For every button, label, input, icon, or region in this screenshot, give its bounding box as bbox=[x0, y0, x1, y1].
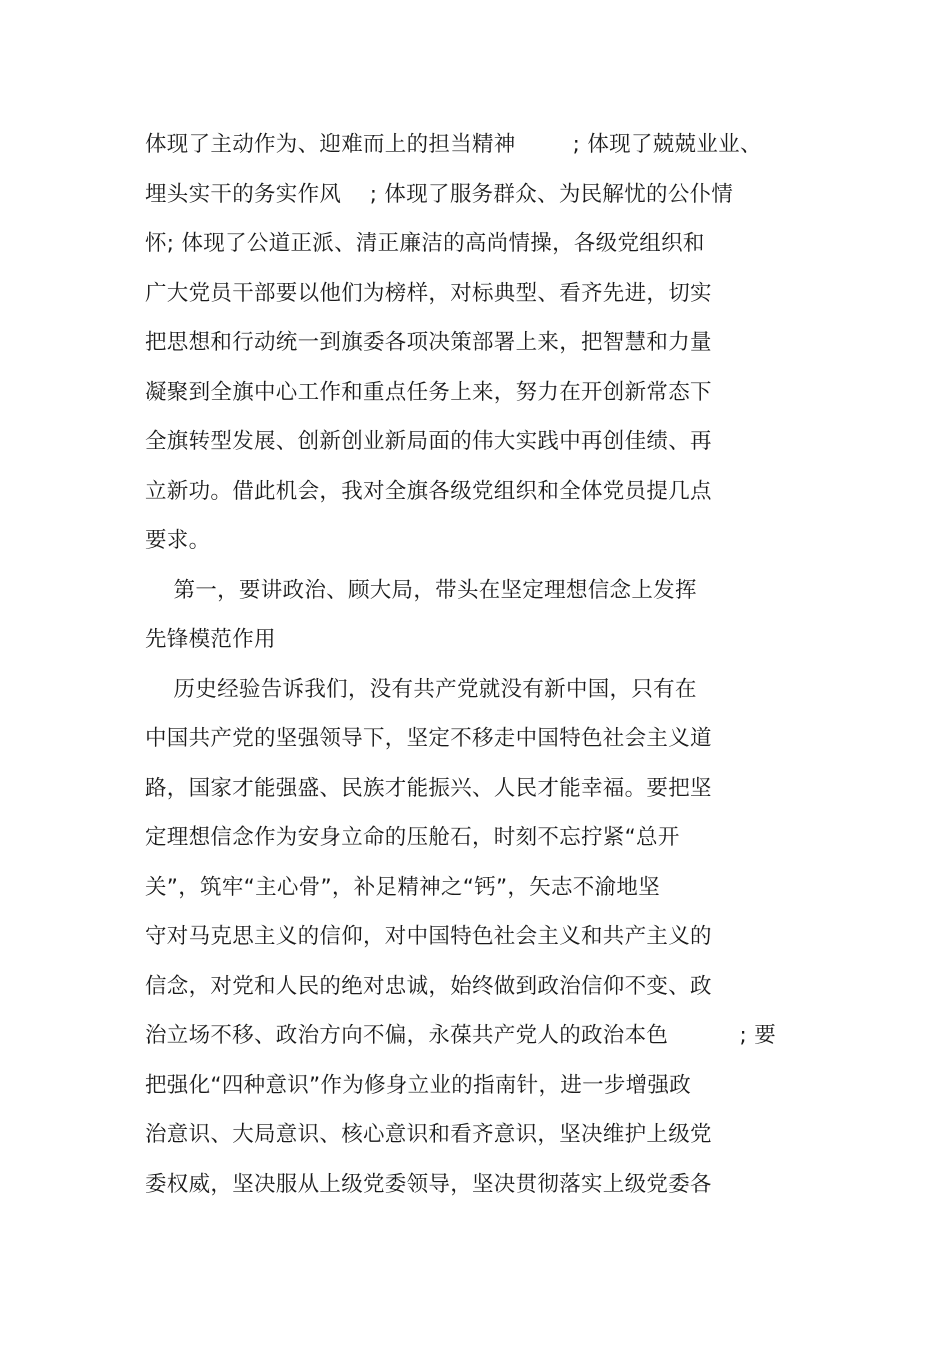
text-line: 守对马克思主义的信仰，对中国特色社会主义和共产主义的 bbox=[145, 924, 712, 949]
text-line: 历史经验告诉我们，没有共产党就没有新中国，只有在 bbox=[145, 676, 697, 702]
text-line: 要求。 bbox=[145, 528, 211, 553]
text-line: 立新功。借此机会，我对全旗各级党组织和全体党员提几点 bbox=[145, 478, 712, 504]
text-line: 全旗转型发展、创新创业新局面的伟大实践中再创佳绩、再 bbox=[145, 429, 712, 454]
text-line: 定理想信念作为安身立命的压舱石，时刻不忘拧紧“总开 bbox=[145, 825, 680, 850]
text-line: 凝聚到全旗中心工作和重点任务上来，努力在开创新常态下 bbox=[145, 379, 712, 405]
text-line: 关”，筑牢“主心骨”，补足精神之“钙”，矢志不渝地坚 bbox=[145, 874, 660, 900]
text-line: 信念，对党和人民的绝对忠诚，始终做到政治信仰不变、政 bbox=[145, 973, 712, 999]
text-line: 第一，要讲政治、顾大局，带头在坚定理想信念上发挥 bbox=[145, 577, 697, 603]
text-line: 怀; 体现了公道正派、清正廉洁的高尚情操，各级党组织和 bbox=[145, 231, 705, 256]
text-line: 治立场不移、政治方向不偏，永葆共产党人的政治本色 ; 要 bbox=[145, 1023, 777, 1048]
body-text bbox=[145, 120, 845, 1209]
text-line: 埋头实干的务实作风 ; 体现了服务群众、为民解忧的公仆情 bbox=[145, 181, 734, 207]
text-line: 把强化“四种意识”作为修身立业的指南针，进一步增强政 bbox=[145, 1072, 692, 1098]
text-line: 委权威，坚决服从上级党委领导，坚决贯彻落实上级党委各 bbox=[145, 1171, 712, 1197]
text-line: 广大党员干部要以他们为榜样，对标典型、看齐先进，切实 bbox=[145, 280, 712, 306]
text-line: 路，国家才能强盛、民族才能振兴、人民才能幸福。要把坚 bbox=[145, 775, 712, 801]
text-line: 治意识、大局意识、核心意识和看齐意识，坚决维护上级党 bbox=[145, 1122, 712, 1147]
text-line: 先锋模范作用 bbox=[145, 627, 276, 652]
text-line: 中国共产党的坚强领导下，坚定不移走中国特色社会主义道 bbox=[145, 726, 712, 751]
text-line: 体现了主动作为、迎难而上的担当精神 ; 体现了兢兢业业、 bbox=[145, 132, 762, 157]
text-line: 把思想和行动统一到旗委各项决策部署上来，把智慧和力量 bbox=[145, 330, 712, 355]
